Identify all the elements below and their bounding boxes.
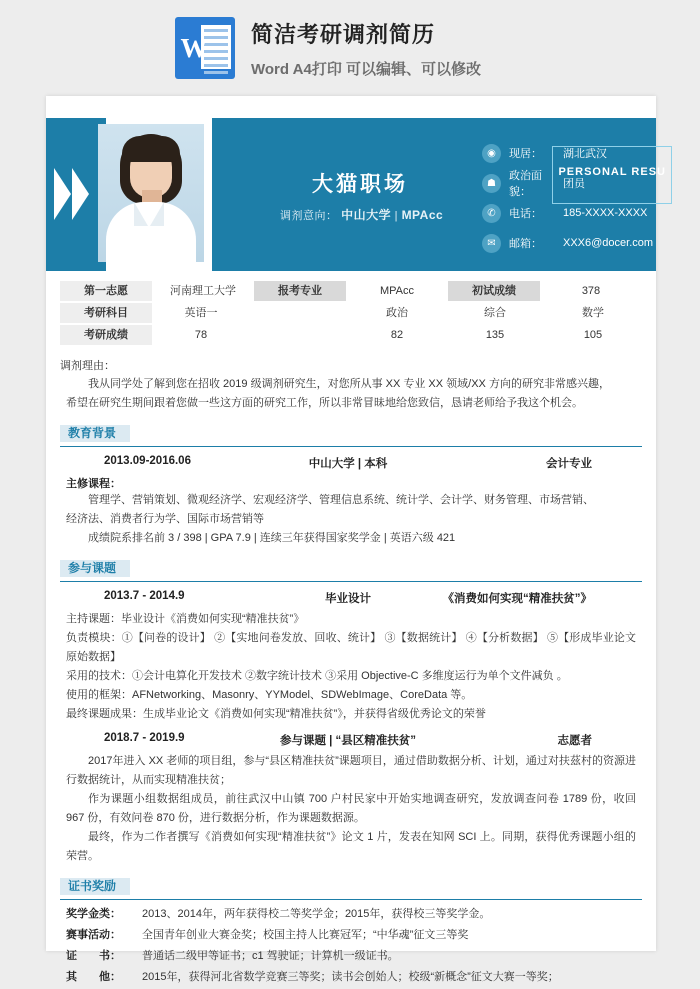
- section-education: [60, 425, 642, 447]
- personal-badge: PERSONAL RESU: [558, 166, 666, 178]
- project-2-line: 作为课题小组数据组成员，前往武汉中山镇 700 户村民家中开始实地调查研究，发放调查问卷 1789 份，收回 967 份，有效问卷 870 份，进行数据分析，作为课题数据源。: [66, 793, 636, 824]
- contact-value: 湖北武汉: [563, 148, 607, 160]
- education-school: 中山大学 | 本科: [308, 458, 388, 470]
- table-cell: 综合: [484, 307, 506, 319]
- project-1-line: 使用的框架：AFNetworking、Masonry、YYModel、SDWebImage、CoreData 等。: [66, 689, 473, 701]
- certificate-value: 全国青年创业大赛金奖；校国主持人比赛冠军；“中华魂”征文三等奖: [142, 929, 469, 941]
- certificate-value: 2015年，获得河北省数学竞赛三等奖；读书会创始人；校级“新概念”征文大赛一等奖；: [142, 971, 559, 983]
- contact-label: 电话：: [509, 208, 542, 220]
- project-2-body: [66, 752, 636, 866]
- table-cell: 第一志愿: [60, 281, 152, 301]
- courses-line-1: 管理学、营销策划、微观经济学、宏观经济学、管理信息系统、统计学、会计学、财务管理、市场营销、: [88, 494, 594, 506]
- section-certificates: [60, 878, 642, 900]
- section-rule: [60, 899, 642, 900]
- section-title: 教育背景: [68, 426, 117, 440]
- education-body: [66, 475, 636, 548]
- banner-title: 简洁考研调剂简历: [251, 21, 436, 47]
- certificate-key: 证 书：: [66, 950, 121, 962]
- contact-label: 邮箱：: [509, 238, 542, 250]
- project-1-line: 最终课题成果：生成毕业论文《消费如何实现“精准扶贫”》，并获得省级优秀论文的荣誉: [66, 708, 486, 720]
- intent-paragraph-1: 我从同学处了解到您在招收 2019 级调剂研究生，对您所从事 XX 专业 XX 领域/XX 方向的研究非常感兴趣，: [88, 378, 610, 390]
- banner-text: [251, 18, 481, 79]
- education-major: 会计专业: [546, 458, 593, 470]
- certificate-key: 其 他：: [66, 971, 121, 983]
- courses-line-2: 经济法、消费者行为学、国际市场营销等: [66, 513, 264, 525]
- chevron-decoration: [46, 118, 106, 271]
- table-cell: 78: [194, 329, 208, 341]
- courses-label: 主修课程：: [66, 478, 121, 490]
- project-1-date: 2013.7 - 2014.9: [104, 590, 185, 602]
- contact-row: [482, 228, 653, 258]
- subline-major: MPAcc: [401, 208, 444, 222]
- section-title: 参与课题: [68, 561, 117, 575]
- project-2-head: [70, 732, 632, 748]
- project-2-line: 最终，作为二作者撰写《消费如何实现“精准扶贫”》论文 1 片，发表在知网 SCI 上。同期，获得优秀课题小组的荣营。: [66, 831, 636, 862]
- education-honors: 成绩院系排名前 3 / 398 | GPA 7.9 | 连续三年获得国家奖学金 | 英语六级 421: [88, 532, 456, 544]
- intent-paragraph-2: 希望在研究生期间跟着您做一些这方面的研究工作，所以非常冒昧地给您致信，恳请老师给予我这个机会。: [66, 397, 583, 409]
- table-cell: 英语一: [184, 307, 218, 319]
- resume-header: [46, 118, 666, 271]
- table-row: [60, 303, 642, 323]
- table-cell: 考研成绩: [60, 325, 152, 345]
- contact-label: 政治面貌：: [509, 170, 542, 198]
- avatar-collar-left: [134, 202, 148, 226]
- banner-subtitle: Word A4打印 可以编辑、可以修改: [251, 60, 482, 78]
- subline-school: 中山大学: [341, 208, 392, 222]
- person-icon: ☗: [482, 174, 501, 193]
- certificate-row: [66, 926, 636, 942]
- project-1-head: [70, 590, 632, 606]
- score-table: [60, 281, 642, 345]
- certificate-key: 赛事活动：: [66, 929, 121, 941]
- project-2-line: 2017年进入 XX 老师的项目组，参与“县区精准扶贫”课题项目，通过借助数据分析、计划，通过对扶茲村的资源进行数据统计，从而实现精准扶贫；: [66, 755, 636, 786]
- table-cell: 初试成绩: [448, 281, 540, 301]
- section-rule: [60, 581, 642, 582]
- contact-value: XXX6@docer.com: [563, 237, 654, 249]
- table-row: [60, 281, 642, 301]
- education-head: [70, 455, 632, 471]
- table-cell: 河南理工大学: [170, 285, 236, 297]
- table-row: [60, 325, 642, 345]
- table-cell: 政治: [386, 307, 408, 319]
- project-1-line: 负责模块：①【问卷的设计】 ②【实地问卷发放、回收、统计】 ③【数据统计】 ④【分析数据】 ⑤【形成毕业论文原始数据】: [66, 632, 636, 663]
- section-title: 证书奖励: [68, 879, 117, 893]
- word-icon-letter: W: [180, 32, 208, 63]
- word-icon: [175, 17, 235, 79]
- table-cell: 考研科目: [60, 303, 152, 323]
- table-cell: 135: [485, 329, 505, 341]
- section-rule: [60, 446, 642, 447]
- certificate-value: 普通话二级甲等证书；c1 驾驶证；计算机一级证书。: [142, 950, 399, 962]
- contact-value: 团员: [563, 178, 585, 190]
- table-cell: MPAcc: [379, 285, 415, 297]
- resume-sheet: [46, 96, 666, 983]
- certificate-row: [66, 968, 636, 984]
- table-cell: 报考专业: [254, 281, 346, 301]
- project-1-type: 毕业设计: [325, 593, 371, 605]
- phone-icon: ✆: [482, 204, 501, 223]
- certificate-value: 2013、2014年，两年获得校二等奖学金；2015年，获得校三等奖学金。: [142, 908, 491, 920]
- project-1-title: 《消费如何实现“精准扶贫”》: [442, 593, 593, 605]
- education-date: 2013.09-2016.06: [104, 455, 191, 467]
- intent-title: 调剂理由：: [60, 360, 115, 372]
- contact-label: 现居：: [509, 148, 542, 160]
- certificate-key: 奖学金类：: [66, 908, 121, 920]
- section-projects: [60, 560, 642, 582]
- contact-value: 185-XXXX-XXXX: [563, 207, 648, 219]
- table-cell: 105: [583, 329, 603, 341]
- avatar-fringe: [122, 136, 180, 162]
- avatar: [98, 124, 204, 262]
- certificate-row: [66, 947, 636, 963]
- mail-icon: ✉: [482, 234, 501, 253]
- chevron-icon: [54, 168, 71, 220]
- header-blue-band: [212, 118, 666, 271]
- project-2-type: 参与课题 | “县区精准扶贫”: [279, 735, 417, 747]
- table-cell: 378: [581, 285, 601, 297]
- header-banner: [0, 0, 700, 92]
- candidate-name: 大猫职场: [312, 173, 408, 196]
- table-cell: 82: [390, 329, 404, 341]
- project-2-role: 志愿者: [557, 735, 593, 747]
- subline-separator: |: [394, 210, 398, 222]
- location-icon: ◉: [482, 144, 501, 163]
- project-1-body: [66, 610, 636, 724]
- chevron-icon: [72, 168, 89, 220]
- candidate-subline: [280, 206, 443, 223]
- project-1-line: 主持课题：毕业设计《消费如何实现“精准扶贫”》: [66, 613, 305, 625]
- subline-label: 调剂意向：: [280, 210, 338, 222]
- project-2-date: 2018.7 - 2019.9: [104, 732, 185, 744]
- avatar-collar-right: [150, 202, 164, 226]
- certificate-row: [66, 905, 636, 921]
- table-cell: 数学: [582, 307, 604, 319]
- project-1-line: 采用的技术：①会计电算化开发技术 ②数字统计技术 ③采用 Objective-C 多维度运行为单个文件减负 。: [66, 670, 568, 682]
